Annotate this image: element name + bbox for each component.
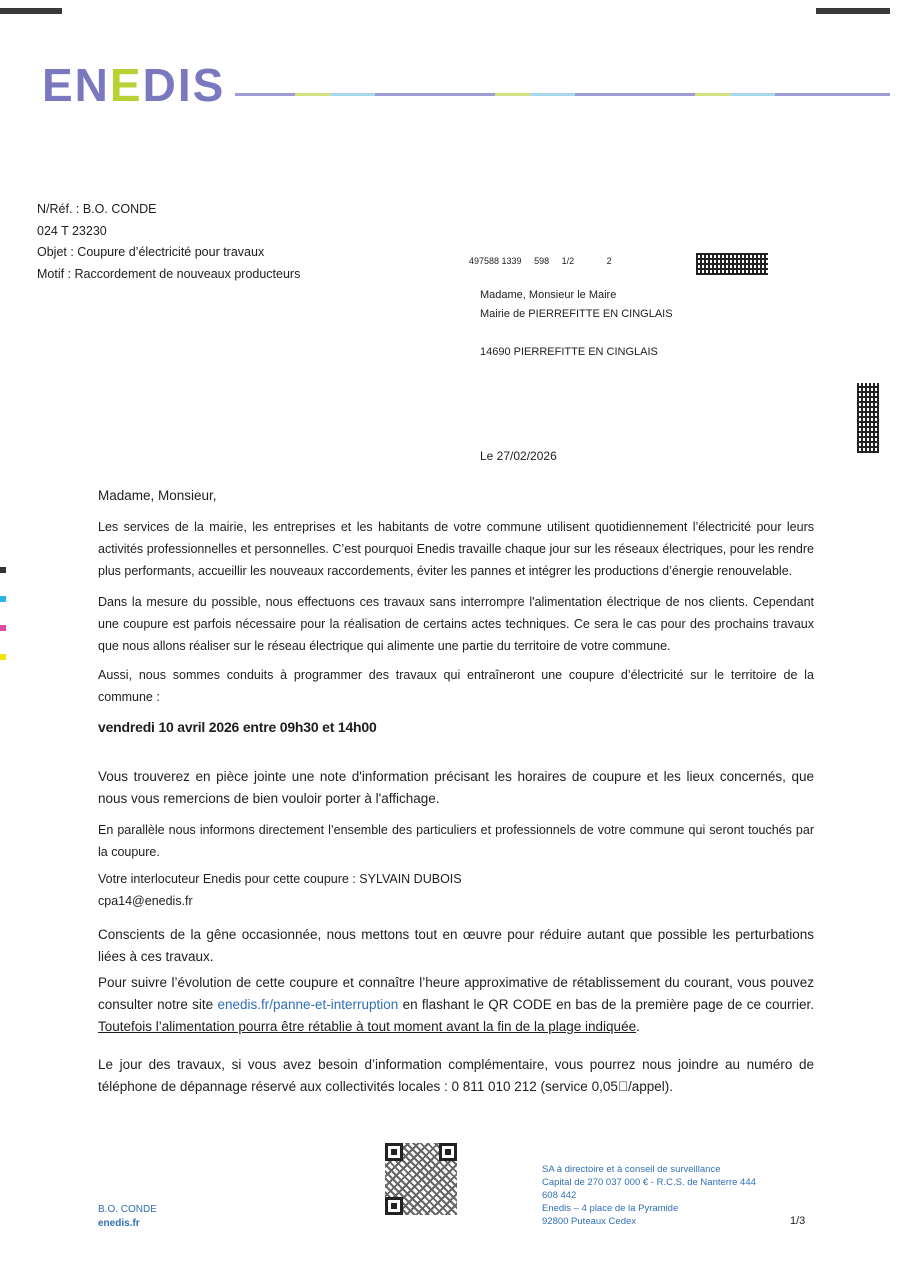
enedis-logo: ENEDIS xyxy=(42,59,226,111)
legal-line-3: 608 442 xyxy=(542,1190,577,1201)
footer-sender-name: B.O. CONDE xyxy=(98,1204,157,1215)
tracking-line xyxy=(469,256,622,266)
contact-email[interactable]: cpa14@enedis.fr xyxy=(98,894,193,908)
motive-line: Motif : Raccordement de nouveaux producteurs xyxy=(37,266,301,281)
tracking-count: 2 xyxy=(606,256,612,266)
tracking-page: 1/2 xyxy=(561,256,575,266)
page-number: 1/3 xyxy=(790,1215,806,1227)
print-mark-magenta xyxy=(0,625,6,631)
paragraph-4: Vous trouverez en pièce jointe une note d'information précisant les horaires de coupure et les lieux concernés, que nous vous remercions de bien vouloir porter à l'affichage. xyxy=(98,769,814,806)
letter-date: Le 27/02/2026 xyxy=(480,449,557,463)
outage-link[interactable]: enedis.fr/panne-et-interruption xyxy=(217,997,399,1012)
paragraph-1: Les services de la mairie, les entreprises et les habitants de votre commune utilisent quotidiennement l’électricité pour leurs activités professionnelles et personnelles. C’est pourquoi Enedis travaille chaque jour sur les réseaux électriques, pour les rendre plus performants, accueillir les nouveaux raccordements, éviter les pannes et intégrer les productions d’énergie renouvelable. xyxy=(98,520,814,578)
reference-label: N/Réf. : B.O. CONDE xyxy=(37,202,157,216)
tracking-number: 497588 1339 xyxy=(469,256,522,266)
datamatrix-barcode xyxy=(696,253,768,275)
paragraph-2: Dans la mesure du possible, nous effectuons ces travaux sans interrompre l'alimentation électrique de nos clients. Cependant une coupure est parfois nécessaire pour la réalisation de certains actes techniques. Ce sera le cas pour des prochains travaux que nous allons réaliser sur le réseau électrique qui alimente une partie du territoire de votre commune. xyxy=(98,595,814,653)
paragraph-6: Conscients de la gêne occasionnée, nous mettons tout en œuvre pour réduire autant que possible les perturbations liées à ces travaux. xyxy=(98,927,814,964)
logo-rule xyxy=(235,93,890,96)
legal-line-5: 92800 Puteaux Cedex xyxy=(542,1216,637,1227)
legal-line-1: SA à directoire et à conseil de surveillance xyxy=(542,1164,721,1175)
cut-date: vendredi 10 avril 2026 entre 09h30 et 14h00 xyxy=(98,719,377,735)
paragraph-7-intro: Pour suivre l’évolution de cette coupure et connaître l’heure approximative de rétablissement du courant, vous pouvez consulter notre site xyxy=(98,975,814,1012)
recipient-city: 14690 PIERREFITTE EN CINGLAIS xyxy=(480,346,658,358)
paragraph-7 xyxy=(98,972,814,1038)
scan-mark-left xyxy=(0,8,62,14)
paragraph-7-end: . xyxy=(636,1019,640,1034)
reference-code: 024 T 23230 xyxy=(37,223,107,238)
recipient-name: Madame, Monsieur le Maire xyxy=(480,289,617,301)
qr-code[interactable] xyxy=(385,1143,457,1215)
paragraph-7-notice: Toutefois l’alimentation pourra être rétablie à tout moment avant la fin de la plage indiquée xyxy=(98,1019,637,1034)
print-mark-yellow xyxy=(0,654,6,660)
scan-mark-right xyxy=(816,8,890,14)
side-barcode xyxy=(857,383,879,453)
object-line: Objet : Coupure d’électricité pour travaux xyxy=(37,245,265,259)
print-mark-black xyxy=(0,567,6,573)
recipient-address xyxy=(480,286,673,362)
salutation: Madame, Monsieur, xyxy=(98,488,217,503)
reference-block xyxy=(37,199,300,285)
tracking-code: 598 xyxy=(534,256,550,266)
contact-line: Votre interlocuteur Enedis pour cette coupure : SYLVAIN DUBOIS xyxy=(98,872,462,886)
footer-site[interactable]: enedis.fr xyxy=(98,1218,140,1229)
paragraph-7-qr: en flashant le QR CODE en bas de la première page de ce courrier. xyxy=(402,997,815,1012)
footer-legal xyxy=(542,1163,756,1228)
legal-line-2: Capital de 270 037 000 € - R.C.S. de Nanterre 444 xyxy=(542,1177,756,1188)
paragraph-3: Aussi, nous sommes conduits à programmer des travaux qui entraîneront une coupure d’électricité sur le territoire de la commune : xyxy=(98,668,814,704)
paragraph-8: Le jour des travaux, si vous avez besoin d’information complémentaire, vous pourrez nous joindre au numéro de téléphone de dépannage réservé aux collectivités locales : 0 811 010 212 (service 0,05 /appel). xyxy=(98,1057,814,1094)
legal-line-4: Enedis – 4 place de la Pyramide xyxy=(542,1203,679,1214)
recipient-org: Mairie de PIERREFITTE EN CINGLAIS xyxy=(480,308,673,320)
paragraph-5: En parallèle nous informons directement l’ensemble des particuliers et professionnels de votre commune qui seront touchés par la coupure. xyxy=(98,823,814,859)
print-mark-cyan xyxy=(0,596,6,602)
footer-sender xyxy=(98,1203,157,1231)
